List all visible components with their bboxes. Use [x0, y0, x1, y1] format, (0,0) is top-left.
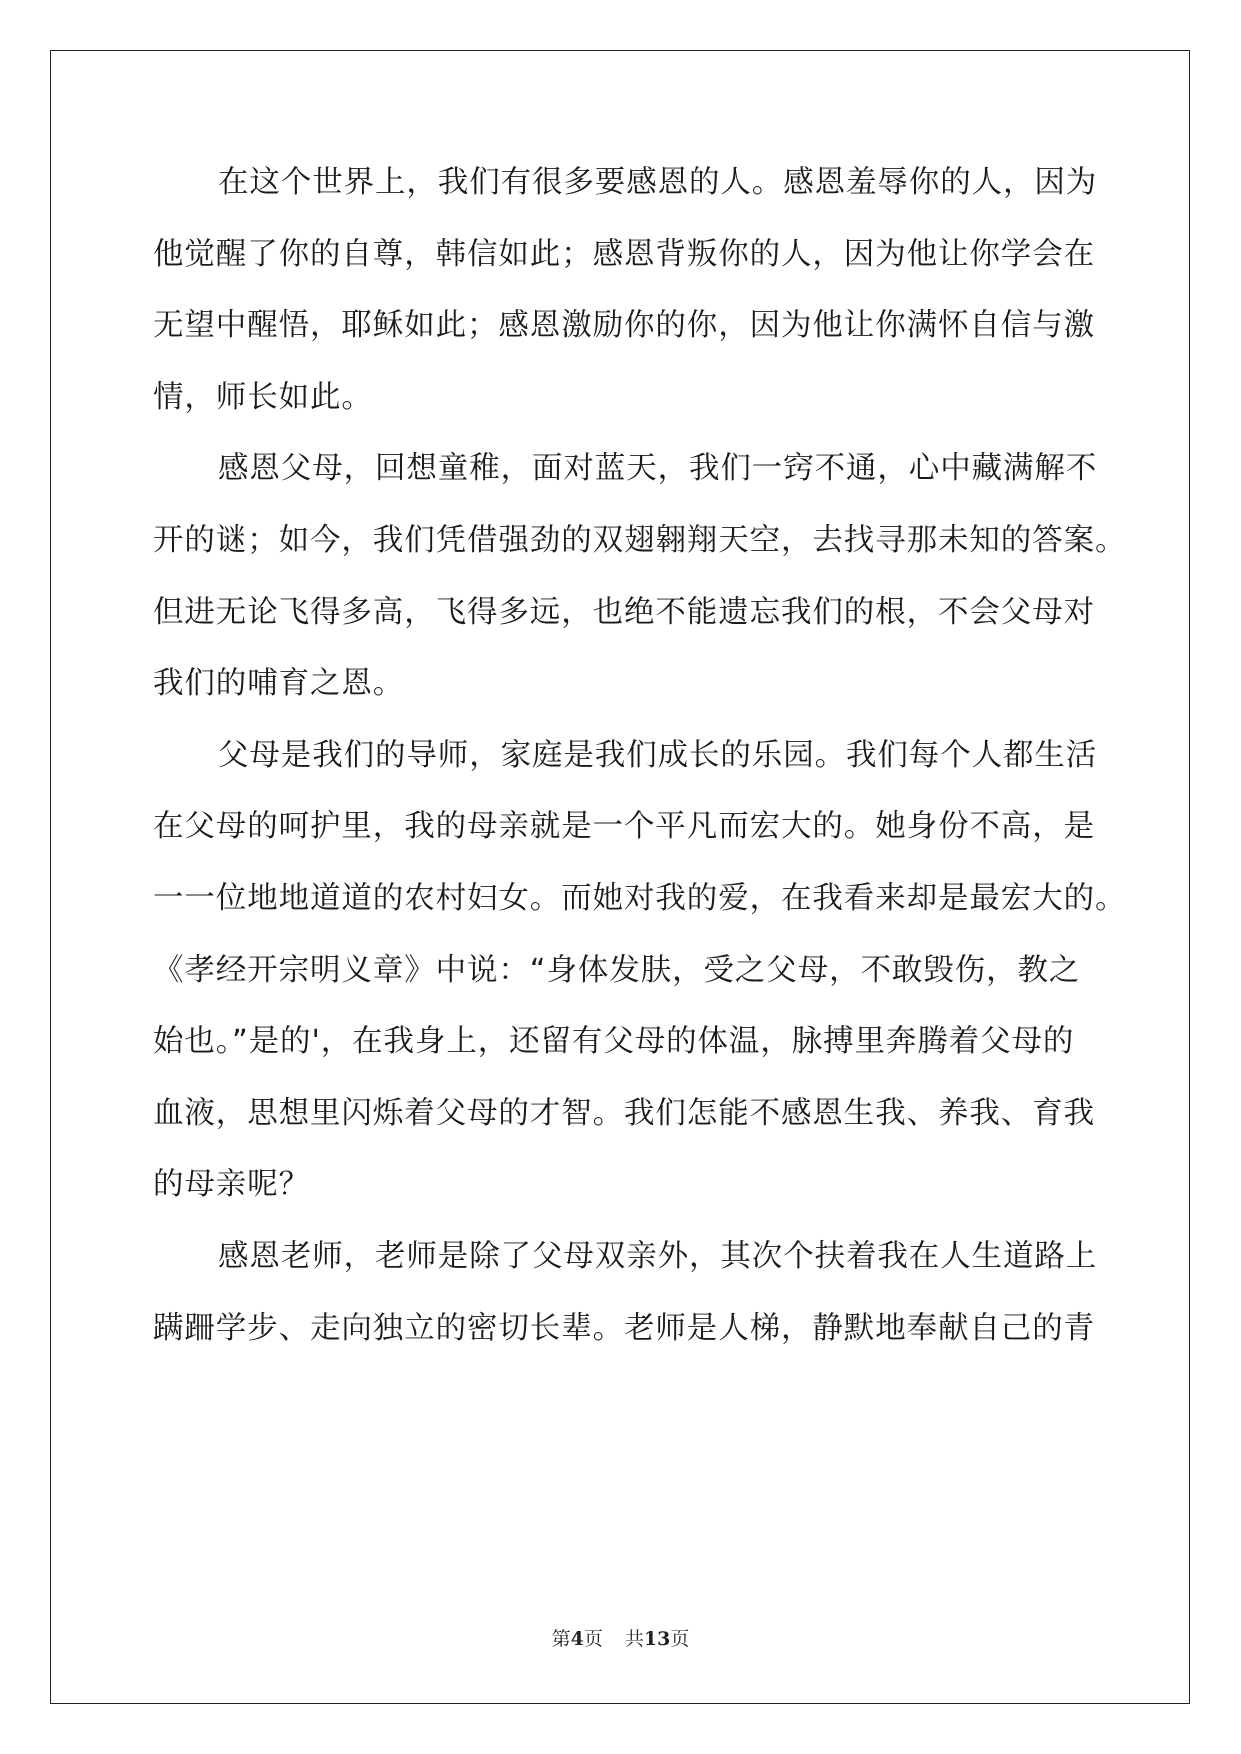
document-body: [153, 163, 1127, 1380]
text-line: 情，师长如此。: [153, 379, 373, 415]
text-line: 父母是我们的导师，家庭是我们成长的乐园。我们每个人都生活: [218, 737, 1098, 773]
text-line: 我们的哺育之恩。: [153, 666, 405, 702]
text-line: 蹒跚学步、走向独立的密切长辈。老师是人梯，静默地奉献自己的青: [153, 1310, 1095, 1346]
text-line: 的母亲呢？: [153, 1167, 310, 1203]
text-line: 但进无论飞得多高，飞得多远，也绝不能遗忘我们的根，不会父母对: [153, 594, 1095, 630]
page-footer: [0, 1624, 1241, 1651]
text-line: 感恩老师，老师是除了父母双亲外，其次个扶着我在人生道路上: [218, 1238, 1098, 1274]
text-line: 他觉醒了你的自尊，韩信如此；感恩背叛你的人，因为他让你学会在: [153, 236, 1095, 272]
page-prefix: 第: [551, 1628, 571, 1650]
total-pages: 13: [643, 1628, 671, 1650]
text-line: 开的谜；如今，我们凭借强劲的双翅翱翔天空，去找寻那未知的答案。: [153, 522, 1127, 558]
text-line: 在这个世界上，我们有很多要感恩的人。感恩羞辱你的人，因为: [218, 165, 1098, 200]
page-number: 4: [570, 1628, 584, 1650]
text-line: 始也。”是的'，在我身上，还留有父母的体温，脉搏里奔腾着父母的: [153, 1024, 1075, 1060]
page-suffix: 页: [583, 1628, 603, 1650]
text-line: 在父母的呵护里，我的母亲就是一个平凡而宏大的。她身份不高，是: [153, 809, 1095, 845]
total-suffix: 页: [670, 1628, 690, 1650]
text-line: 感恩父母，回想童稚，面对蓝天，我们一窍不通，心中藏满解不: [218, 451, 1098, 487]
total-prefix: 共: [624, 1628, 644, 1650]
text-line: 一一位地地道道的农村妇女。而她对我的爱，在我看来却是最宏大的。: [153, 880, 1127, 916]
text-line: 无望中醒悟，耶稣如此；感恩激励你的你，因为他让你满怀自信与激: [153, 308, 1095, 344]
text-line: 《孝经开宗明义章》中说：“身体发肤，受之父母，不敢毁伤，教之: [153, 952, 1081, 988]
text-line: 血液，思想里闪烁着父母的才智。我们怎能不感恩生我、养我、育我: [153, 1095, 1095, 1131]
